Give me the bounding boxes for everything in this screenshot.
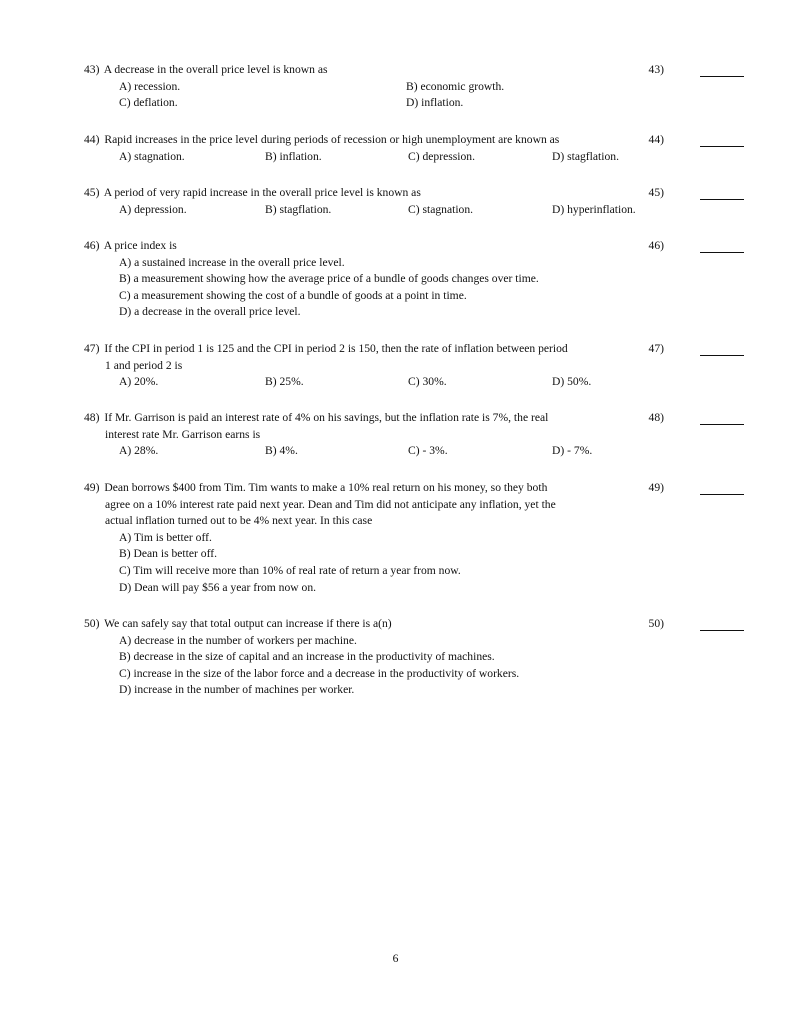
question-text-line2: 1 and period 2 is (105, 358, 183, 372)
question-text-line2: agree on a 10% interest rate paid next year. Dean and Tim did not anticipate any inflation, yet the (105, 497, 556, 511)
answer-label: 49) (648, 481, 664, 494)
option-c[interactable]: C) - 3%. (408, 444, 448, 458)
question-text-line1: If Mr. Garrison is paid an interest rate of 4% on his savings, but the inflation rate is 7%, the real (104, 411, 549, 424)
options-row (84, 374, 744, 391)
option-d[interactable]: D) 50%. (552, 375, 592, 389)
question-stem (84, 238, 654, 255)
question-number: 46) (84, 239, 100, 252)
question-text: A price index is (103, 239, 177, 252)
option-a[interactable]: A) Tim is better off. (119, 530, 212, 544)
question-44 (84, 132, 744, 165)
answer-label: 46) (648, 239, 664, 252)
options-list (119, 530, 744, 596)
option-c[interactable]: C) increase in the size of the labor force and a decrease in the productivity of workers. (119, 666, 520, 680)
options-list (119, 255, 744, 321)
answer-label: 47) (648, 342, 664, 355)
option-c[interactable]: C) depression. (408, 149, 475, 163)
question-text-line2: interest rate Mr. Garrison earns is (105, 427, 261, 441)
question-stem (84, 132, 659, 149)
options-row (84, 443, 744, 460)
answer-label: 44) (648, 133, 664, 146)
options-row (84, 202, 744, 219)
question-number: 49) (84, 481, 100, 494)
option-d[interactable]: D) Dean will pay $56 a year from now on. (119, 580, 317, 594)
answer-label: 50) (648, 617, 664, 630)
answer-label: 45) (648, 186, 664, 199)
question-number: 47) (84, 342, 100, 355)
question-stem (84, 341, 654, 374)
answer-blank[interactable] (700, 424, 744, 425)
question-stem (84, 480, 654, 530)
option-c[interactable]: C) Tim will receive more than 10% of real rate of return a year from now. (119, 563, 461, 577)
answer-blank[interactable] (700, 146, 744, 147)
option-b[interactable]: B) 4%. (265, 444, 298, 458)
question-48 (84, 410, 744, 460)
option-a[interactable]: A) 20%. (119, 375, 159, 389)
answer-blank[interactable] (700, 355, 744, 356)
option-a[interactable]: A) stagnation. (119, 149, 185, 163)
option-d[interactable]: D) a decrease in the overall price level. (119, 305, 301, 319)
question-stem (84, 410, 654, 443)
question-49 (84, 480, 744, 596)
option-b[interactable]: B) inflation. (265, 149, 322, 163)
question-46 (84, 238, 744, 321)
options-list (119, 633, 744, 699)
option-a[interactable]: A) recession. (119, 79, 181, 93)
answer-blank[interactable] (700, 494, 744, 495)
option-b[interactable]: B) economic growth. (406, 79, 505, 93)
option-b[interactable]: B) 25%. (265, 375, 304, 389)
question-number: 45) (84, 186, 100, 199)
question-stem (84, 62, 654, 79)
question-43 (84, 62, 744, 112)
answer-blank[interactable] (700, 630, 744, 631)
option-c[interactable]: C) a measurement showing the cost of a bundle of goods at a point in time. (119, 288, 467, 302)
options-row (84, 79, 744, 96)
option-c[interactable]: C) deflation. (119, 96, 178, 110)
option-b[interactable]: B) decrease in the size of capital and an increase in the productivity of machines. (119, 650, 495, 664)
answer-blank[interactable] (700, 76, 744, 77)
question-text: We can safely say that total output can increase if there is a(n) (104, 617, 392, 630)
option-b[interactable]: B) Dean is better off. (119, 547, 217, 561)
question-stem (84, 616, 654, 633)
question-text-line1: Dean borrows $400 from Tim. Tim wants to make a 10% real return on his money, so they both (104, 481, 548, 494)
question-text-line3: actual inflation turned out to be 4% next year. In this case (105, 514, 373, 528)
question-number: 50) (84, 617, 100, 630)
option-d[interactable]: D) increase in the number of machines per worker. (119, 683, 355, 697)
question-47 (84, 341, 744, 391)
question-text-line1: If the CPI in period 1 is 125 and the CPI in period 2 is 150, then the rate of inflation between period (104, 342, 568, 355)
question-text: Rapid increases in the price level during periods of recession or high unemployment are known as (104, 133, 560, 146)
option-d[interactable]: D) hyperinflation. (552, 202, 636, 216)
question-stem (84, 185, 654, 202)
option-a[interactable]: A) depression. (119, 202, 187, 216)
option-d[interactable]: D) - 7%. (552, 444, 593, 458)
question-number: 44) (84, 133, 100, 146)
page-number: 6 (392, 952, 399, 965)
option-a[interactable]: A) decrease in the number of workers per machine. (119, 633, 357, 647)
question-50 (84, 616, 744, 699)
answer-blank[interactable] (700, 199, 744, 200)
answer-label: 43) (648, 63, 664, 76)
question-text: A decrease in the overall price level is known as (103, 63, 328, 76)
answer-blank[interactable] (700, 252, 744, 253)
question-45 (84, 185, 744, 218)
options-row (84, 149, 744, 166)
option-b[interactable]: B) a measurement showing how the average price of a bundle of goods changes over time. (119, 272, 539, 286)
options-row (84, 95, 744, 112)
question-number: 48) (84, 411, 100, 424)
question-text: A period of very rapid increase in the overall price level is known as (103, 186, 421, 199)
option-d[interactable]: D) stagflation. (552, 149, 619, 163)
answer-label: 48) (648, 411, 664, 424)
option-d[interactable]: D) inflation. (406, 96, 464, 110)
option-a[interactable]: A) a sustained increase in the overall price level. (119, 255, 345, 269)
question-number: 43) (84, 63, 100, 76)
option-b[interactable]: B) stagflation. (265, 202, 332, 216)
option-c[interactable]: C) stagnation. (408, 202, 474, 216)
option-c[interactable]: C) 30%. (408, 375, 447, 389)
option-a[interactable]: A) 28%. (119, 444, 159, 458)
